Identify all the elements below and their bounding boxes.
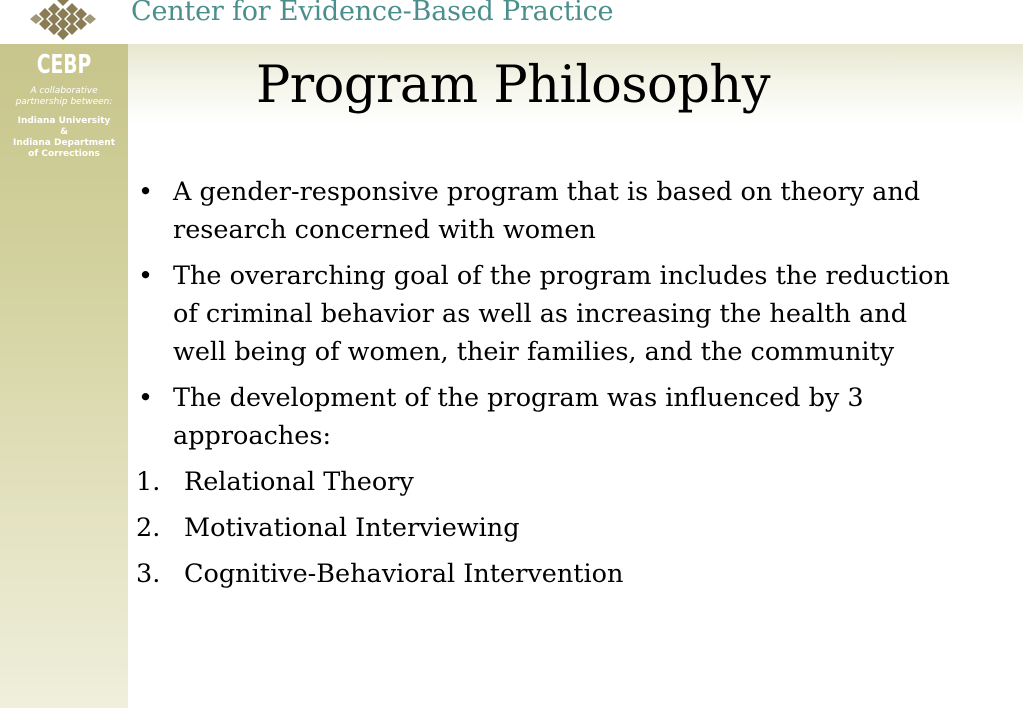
slide-content	[136, 173, 956, 601]
list-item-text: The overarching goal of the program includes the reduction of criminal behavior as well as increasing the health and well being of women, their families, and the community	[173, 261, 950, 367]
numbered-item-text: Cognitive-Behavioral Intervention	[184, 559, 624, 589]
numbered-item	[136, 509, 956, 547]
list-item-text: The development of the program was influenced by 3 approaches:	[173, 383, 864, 451]
bullet-marker: •	[138, 261, 154, 291]
cebp-acronym: CEBP	[36, 50, 92, 80]
list-item	[136, 173, 956, 249]
partners	[0, 116, 128, 160]
header	[0, 0, 1023, 44]
numbered-item-text: Relational Theory	[184, 467, 414, 497]
diamond-lattice-icon	[30, 0, 96, 40]
collaboration-note	[0, 86, 128, 108]
number-marker: 3.	[136, 559, 161, 589]
partner-idoc-line-1: Indiana Department	[13, 138, 115, 148]
bullet-marker: •	[138, 177, 154, 207]
slide-title: Program Philosophy	[255, 56, 771, 115]
number-marker: 1.	[136, 467, 161, 497]
collab-line-2: partnership between:	[15, 97, 113, 107]
numbered-item-text: Motivational Interviewing	[184, 513, 520, 543]
numbered-item	[136, 463, 956, 501]
partner-ampersand: &	[60, 127, 68, 137]
number-marker: 2.	[136, 513, 161, 543]
list-item	[136, 257, 956, 371]
numbered-item	[136, 555, 956, 593]
bullet-marker: •	[138, 383, 154, 413]
collab-line-1: A collaborative	[30, 86, 98, 96]
org-name: Center for Evidence-Based Practice	[131, 0, 614, 27]
list-item	[136, 379, 956, 455]
partner-idoc-line-2: of Corrections	[28, 149, 100, 159]
list-item-text: A gender-responsive program that is based on theory and research concerned with women	[173, 177, 921, 245]
sidebar	[0, 44, 128, 708]
partner-indiana-university: Indiana University	[17, 116, 111, 126]
